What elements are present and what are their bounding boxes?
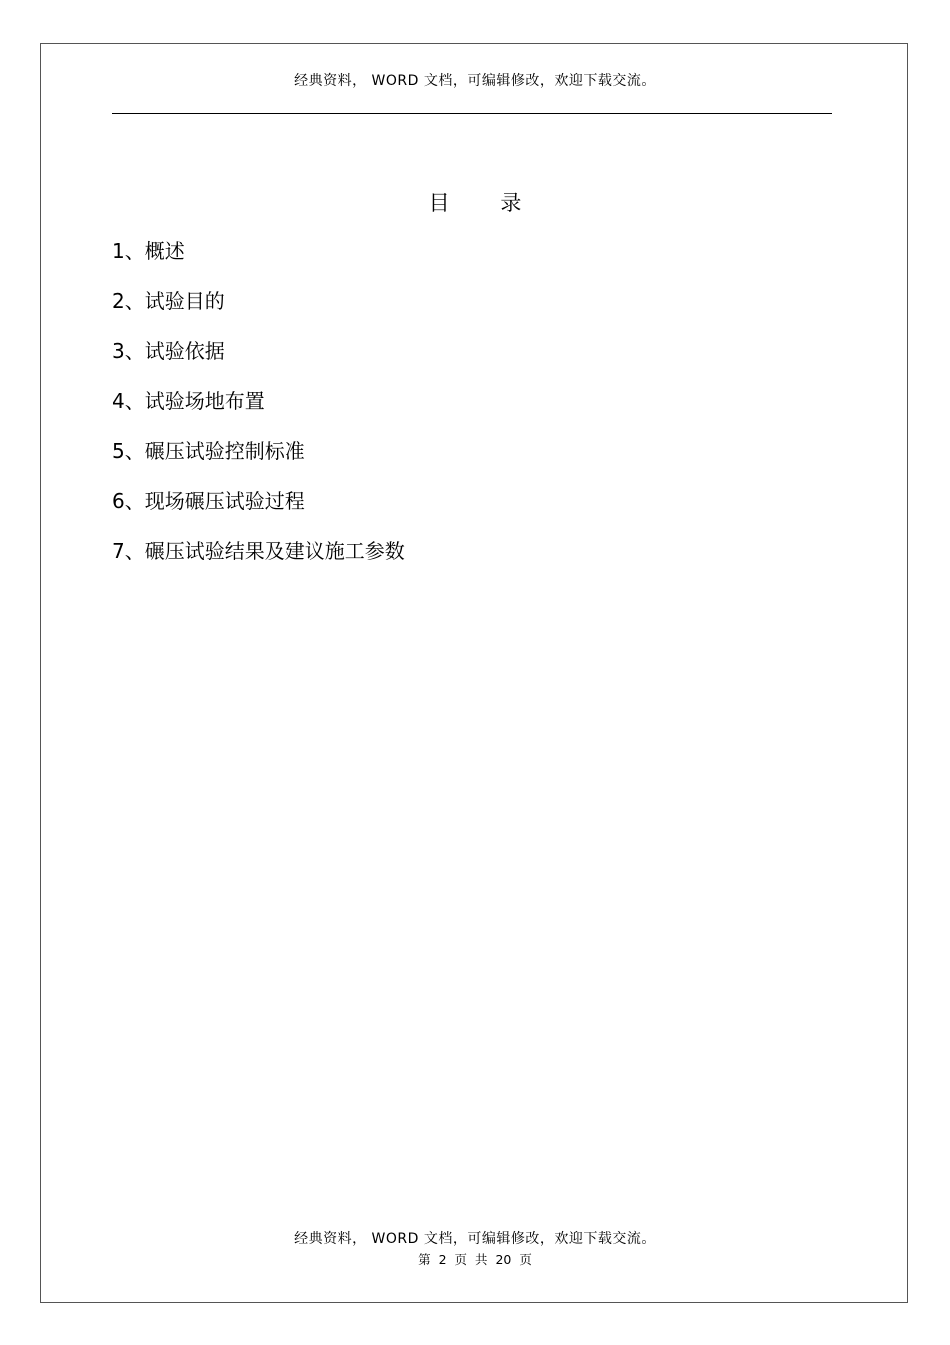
footer-text: 经典资料， WORD 文档，可编辑修改，欢迎下载交流。 [294,1231,656,1247]
toc-item: 4、试验场地布置 [112,389,265,413]
toc-item: 2、试验目的 [112,289,225,313]
toc-title: 目 录 [428,191,544,215]
toc-list [112,236,405,586]
toc-item: 3、试验依据 [112,339,225,363]
page-number: 第 2 页 共 20 页 [418,1252,532,1267]
toc-item: 5、碾压试验控制标准 [112,439,305,463]
toc-item: 6、现场碾压试验过程 [112,489,305,513]
toc-item: 7、碾压试验结果及建议施工参数 [112,539,405,563]
header-text: 经典资料， WORD 文档，可编辑修改，欢迎下载交流。 [294,73,656,89]
toc-item: 1、概述 [112,239,185,263]
page-border [40,43,908,1303]
header-rule [112,113,832,114]
